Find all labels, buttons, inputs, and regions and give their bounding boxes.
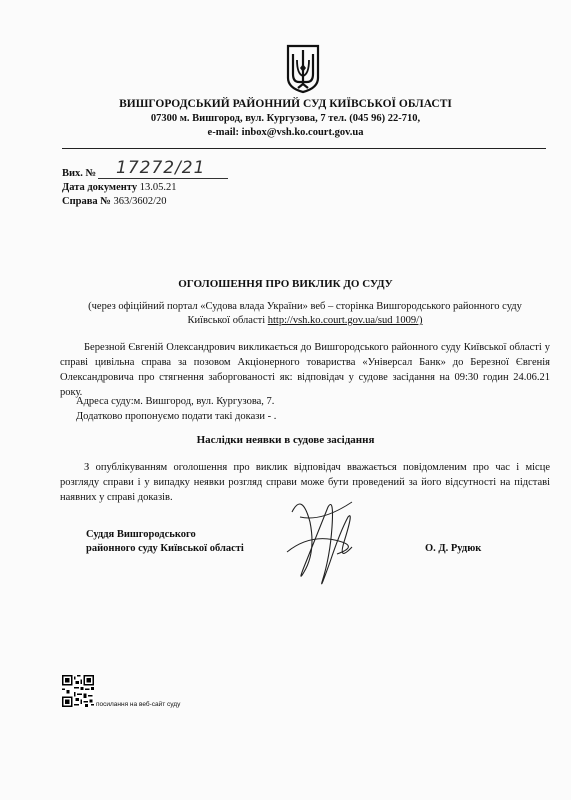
judge-title-line2: районного суду Київської області bbox=[86, 543, 244, 554]
court-name: ВИШГОРОДСЬКИЙ РАЙОННИЙ СУД КИЇВСЬКОЇ ОБЛАСТІ bbox=[119, 98, 452, 110]
coat-of-arms-icon bbox=[285, 44, 321, 94]
outgoing-number-underline bbox=[98, 178, 228, 179]
signature-scribble bbox=[282, 492, 362, 592]
qr-caption: посилання на веб-сайт суду bbox=[96, 701, 181, 708]
court-email: e-mail: inbox@vsh.ko.court.gov.ua bbox=[207, 127, 364, 138]
qr-code-icon[interactable] bbox=[62, 675, 94, 707]
judge-name: О. Д. Рудюк bbox=[425, 543, 482, 554]
portal-note-line1: (через офіційний портал «Судова влада України» веб – сторінка Вишгородського районного суду bbox=[88, 301, 522, 312]
portal-note bbox=[60, 300, 550, 328]
court-address: 07300 м. Вишгород, вул. Кургузова, 7 тел. (045 96) 22-710, bbox=[150, 113, 421, 124]
outgoing-number-handwritten: 17272/21 bbox=[116, 158, 206, 178]
date-value: 13.05.21 bbox=[139, 182, 177, 193]
case-label: Справа № bbox=[62, 196, 111, 207]
consequences-paragraph: З опублікуванням оголошення про виклик відповідач вважається повідомленим про час і місце розгляду справи і у випадку неявки розгляд справи може бути проведений за його відсутності на підставі наявних у справі доказів. bbox=[60, 462, 550, 503]
court-website-link[interactable]: http://vsh.ko.court.gov.ua/sud 1009/) bbox=[267, 315, 423, 326]
outgoing-label: Вих. № bbox=[62, 168, 97, 179]
judge-title-line1: Суддя Вишгородського bbox=[86, 529, 196, 540]
summons-paragraph: Березной Євгеній Олександрович викликається до Вишгородського районного суду Київської області у справі цивільна справа за позовом Акціонерного товариства «Універсал Банк» до Березної Євгенія Олександровича про стягнення заборгованості як: відповідач у судове засідання на 09:30 годин 24.06.21 року. bbox=[60, 342, 550, 398]
evidence-line: Додатково пропонуємо подати такі докази - . bbox=[76, 411, 277, 422]
case-value: 363/3602/20 bbox=[113, 196, 167, 207]
date-label: Дата документу bbox=[62, 182, 138, 193]
header-divider bbox=[62, 148, 546, 149]
court-address-line: Адреса суду:м. Вишгород, вул. Кургузова, 7. bbox=[76, 396, 275, 407]
consequences-heading: Наслідки неявки в судове засідання bbox=[196, 434, 375, 446]
portal-note-line2: Київської області http://vsh.ko.court.gov.ua/sud 1009/) bbox=[187, 315, 423, 326]
document-title: ОГОЛОШЕННЯ ПРО ВИКЛИК ДО СУДУ bbox=[178, 278, 393, 290]
